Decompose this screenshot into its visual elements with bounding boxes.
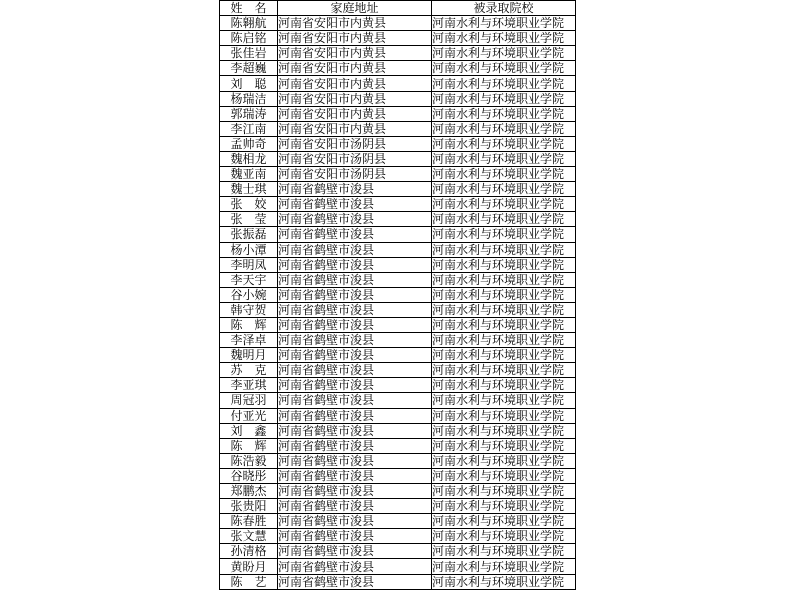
student-name-cell: 陈翱航 — [220, 16, 278, 31]
home-address-cell: 河南省安阳市内黄县 — [278, 61, 432, 76]
home-address-cell: 河南省鹤壁市浚县 — [278, 529, 432, 544]
student-name-cell: 张振磊 — [220, 227, 278, 242]
home-address-cell: 河南省鹤壁市浚县 — [278, 197, 432, 212]
table-header — [220, 1, 576, 16]
admitted-school-cell: 河南水利与环境职业学院 — [432, 272, 576, 287]
student-name-cell: 李天宇 — [220, 272, 278, 287]
home-address-cell: 河南省安阳市汤阴县 — [278, 167, 432, 182]
student-name-cell: 陈 艺 — [220, 574, 278, 589]
home-address-cell: 河南省安阳市内黄县 — [278, 16, 432, 31]
admitted-school-cell: 河南水利与环境职业学院 — [432, 423, 576, 438]
home-address-cell: 河南省安阳市内黄县 — [278, 91, 432, 106]
student-name-cell: 郑鹏杰 — [220, 484, 278, 499]
student-name-cell: 付亚光 — [220, 408, 278, 423]
admitted-school-cell: 河南水利与环境职业学院 — [432, 287, 576, 302]
table-row — [220, 272, 576, 287]
admitted-school-cell: 河南水利与环境职业学院 — [432, 393, 576, 408]
header-address: 家庭地址 — [278, 1, 432, 16]
student-name-cell: 孙清格 — [220, 544, 278, 559]
home-address-cell: 河南省安阳市汤阴县 — [278, 136, 432, 151]
home-address-cell: 河南省鹤壁市浚县 — [278, 438, 432, 453]
table-row — [220, 287, 576, 302]
admitted-school-cell: 河南水利与环境职业学院 — [432, 76, 576, 91]
admitted-school-cell: 河南水利与环境职业学院 — [432, 182, 576, 197]
admitted-school-cell: 河南水利与环境职业学院 — [432, 257, 576, 272]
student-name-cell: 刘 聪 — [220, 76, 278, 91]
student-name-cell: 魏相龙 — [220, 151, 278, 166]
admitted-school-cell: 河南水利与环境职业学院 — [432, 333, 576, 348]
table-row — [220, 46, 576, 61]
table-row — [220, 559, 576, 574]
home-address-cell: 河南省鹤壁市浚县 — [278, 348, 432, 363]
table-row — [220, 302, 576, 317]
student-name-cell: 杨瑞洁 — [220, 91, 278, 106]
table-row — [220, 393, 576, 408]
home-address-cell: 河南省鹤壁市浚县 — [278, 423, 432, 438]
admitted-school-cell: 河南水利与环境职业学院 — [432, 453, 576, 468]
home-address-cell: 河南省鹤壁市浚县 — [278, 499, 432, 514]
table-row — [220, 227, 576, 242]
student-name-cell: 陈 辉 — [220, 438, 278, 453]
student-name-cell: 孟帅奇 — [220, 136, 278, 151]
table-row — [220, 348, 576, 363]
table-row — [220, 121, 576, 136]
table-row — [220, 438, 576, 453]
admitted-school-cell: 河南水利与环境职业学院 — [432, 16, 576, 31]
student-name-cell: 李明凤 — [220, 257, 278, 272]
student-name-cell: 魏士琪 — [220, 182, 278, 197]
table-row — [220, 574, 576, 589]
table-body — [220, 16, 576, 590]
home-address-cell: 河南省鹤壁市浚县 — [278, 453, 432, 468]
admitted-school-cell: 河南水利与环境职业学院 — [432, 514, 576, 529]
admitted-school-cell: 河南水利与环境职业学院 — [432, 378, 576, 393]
home-address-cell: 河南省鹤壁市浚县 — [278, 559, 432, 574]
admitted-school-cell: 河南水利与环境职业学院 — [432, 544, 576, 559]
header-name: 姓 名 — [220, 1, 278, 16]
student-name-cell: 李泽卓 — [220, 333, 278, 348]
home-address-cell: 河南省鹤壁市浚县 — [278, 182, 432, 197]
admitted-school-cell: 河南水利与环境职业学院 — [432, 227, 576, 242]
table-row — [220, 257, 576, 272]
table-row — [220, 529, 576, 544]
admitted-school-cell: 河南水利与环境职业学院 — [432, 121, 576, 136]
student-name-cell: 韩守贺 — [220, 302, 278, 317]
table-row — [220, 468, 576, 483]
table-row — [220, 317, 576, 332]
header-school: 被录取院校 — [432, 1, 576, 16]
student-name-cell: 谷晓彤 — [220, 468, 278, 483]
student-name-cell: 张文慧 — [220, 529, 278, 544]
table-row — [220, 378, 576, 393]
table-row — [220, 16, 576, 31]
student-name-cell: 张 莹 — [220, 212, 278, 227]
home-address-cell: 河南省鹤壁市浚县 — [278, 363, 432, 378]
admitted-school-cell: 河南水利与环境职业学院 — [432, 499, 576, 514]
table-row — [220, 363, 576, 378]
student-name-cell: 张 姣 — [220, 197, 278, 212]
admitted-school-cell: 河南水利与环境职业学院 — [432, 151, 576, 166]
admitted-school-cell: 河南水利与环境职业学院 — [432, 91, 576, 106]
admitted-school-cell: 河南水利与环境职业学院 — [432, 574, 576, 589]
table-row — [220, 514, 576, 529]
header-row — [220, 1, 576, 16]
admitted-school-cell: 河南水利与环境职业学院 — [432, 197, 576, 212]
table-row — [220, 544, 576, 559]
home-address-cell: 河南省鹤壁市浚县 — [278, 227, 432, 242]
home-address-cell: 河南省鹤壁市浚县 — [278, 393, 432, 408]
home-address-cell: 河南省鹤壁市浚县 — [278, 242, 432, 257]
student-name-cell: 谷小婉 — [220, 287, 278, 302]
student-name-cell: 杨小潭 — [220, 242, 278, 257]
table-row — [220, 212, 576, 227]
student-name-cell: 魏明月 — [220, 348, 278, 363]
home-address-cell: 河南省鹤壁市浚县 — [278, 468, 432, 483]
student-name-cell: 陈浩毅 — [220, 453, 278, 468]
student-name-cell: 李亚琪 — [220, 378, 278, 393]
home-address-cell: 河南省鹤壁市浚县 — [278, 317, 432, 332]
table-row — [220, 484, 576, 499]
table-row — [220, 106, 576, 121]
admitted-school-cell: 河南水利与环境职业学院 — [432, 106, 576, 121]
home-address-cell: 河南省鹤壁市浚县 — [278, 257, 432, 272]
student-name-cell: 陈春胜 — [220, 514, 278, 529]
home-address-cell: 河南省鹤壁市浚县 — [278, 378, 432, 393]
home-address-cell: 河南省安阳市内黄县 — [278, 121, 432, 136]
table-row — [220, 423, 576, 438]
admitted-school-cell: 河南水利与环境职业学院 — [432, 559, 576, 574]
student-name-cell: 周冠羽 — [220, 393, 278, 408]
home-address-cell: 河南省鹤壁市浚县 — [278, 408, 432, 423]
student-name-cell: 郭瑞涛 — [220, 106, 278, 121]
admitted-school-cell: 河南水利与环境职业学院 — [432, 242, 576, 257]
table-row — [220, 333, 576, 348]
home-address-cell: 河南省安阳市汤阴县 — [278, 151, 432, 166]
student-name-cell: 陈启铭 — [220, 31, 278, 46]
admitted-school-cell: 河南水利与环境职业学院 — [432, 46, 576, 61]
table-row — [220, 242, 576, 257]
table-row — [220, 91, 576, 106]
admission-table — [219, 0, 576, 590]
student-name-cell: 魏亚南 — [220, 167, 278, 182]
admitted-school-cell: 河南水利与环境职业学院 — [432, 529, 576, 544]
admitted-school-cell: 河南水利与环境职业学院 — [432, 317, 576, 332]
table-row — [220, 499, 576, 514]
student-name-cell: 张佳岩 — [220, 46, 278, 61]
home-address-cell: 河南省鹤壁市浚县 — [278, 212, 432, 227]
student-name-cell: 苏 克 — [220, 363, 278, 378]
student-name-cell: 李江南 — [220, 121, 278, 136]
table-row — [220, 453, 576, 468]
admitted-school-cell: 河南水利与环境职业学院 — [432, 31, 576, 46]
home-address-cell: 河南省鹤壁市浚县 — [278, 574, 432, 589]
table-row — [220, 61, 576, 76]
table-row — [220, 408, 576, 423]
student-name-cell: 陈 辉 — [220, 317, 278, 332]
table-row — [220, 197, 576, 212]
home-address-cell: 河南省鹤壁市浚县 — [278, 302, 432, 317]
admitted-school-cell: 河南水利与环境职业学院 — [432, 408, 576, 423]
student-name-cell: 李超巍 — [220, 61, 278, 76]
table-row — [220, 136, 576, 151]
admitted-school-cell: 河南水利与环境职业学院 — [432, 348, 576, 363]
admitted-school-cell: 河南水利与环境职业学院 — [432, 484, 576, 499]
home-address-cell: 河南省鹤壁市浚县 — [278, 484, 432, 499]
admitted-school-cell: 河南水利与环境职业学院 — [432, 136, 576, 151]
student-name-cell: 黄盼月 — [220, 559, 278, 574]
table-row — [220, 31, 576, 46]
admitted-school-cell: 河南水利与环境职业学院 — [432, 61, 576, 76]
home-address-cell: 河南省鹤壁市浚县 — [278, 544, 432, 559]
admitted-school-cell: 河南水利与环境职业学院 — [432, 438, 576, 453]
home-address-cell: 河南省鹤壁市浚县 — [278, 333, 432, 348]
home-address-cell: 河南省安阳市内黄县 — [278, 31, 432, 46]
table-row — [220, 182, 576, 197]
table-row — [220, 151, 576, 166]
table-row — [220, 167, 576, 182]
home-address-cell: 河南省鹤壁市浚县 — [278, 514, 432, 529]
student-name-cell: 刘 鑫 — [220, 423, 278, 438]
admitted-school-cell: 河南水利与环境职业学院 — [432, 212, 576, 227]
home-address-cell: 河南省鹤壁市浚县 — [278, 272, 432, 287]
student-name-cell: 张贵阳 — [220, 499, 278, 514]
admitted-school-cell: 河南水利与环境职业学院 — [432, 363, 576, 378]
admitted-school-cell: 河南水利与环境职业学院 — [432, 302, 576, 317]
home-address-cell: 河南省安阳市内黄县 — [278, 46, 432, 61]
table-row — [220, 76, 576, 91]
admitted-school-cell: 河南水利与环境职业学院 — [432, 468, 576, 483]
admitted-school-cell: 河南水利与环境职业学院 — [432, 167, 576, 182]
home-address-cell: 河南省安阳市内黄县 — [278, 76, 432, 91]
home-address-cell: 河南省鹤壁市浚县 — [278, 287, 432, 302]
home-address-cell: 河南省安阳市内黄县 — [278, 106, 432, 121]
